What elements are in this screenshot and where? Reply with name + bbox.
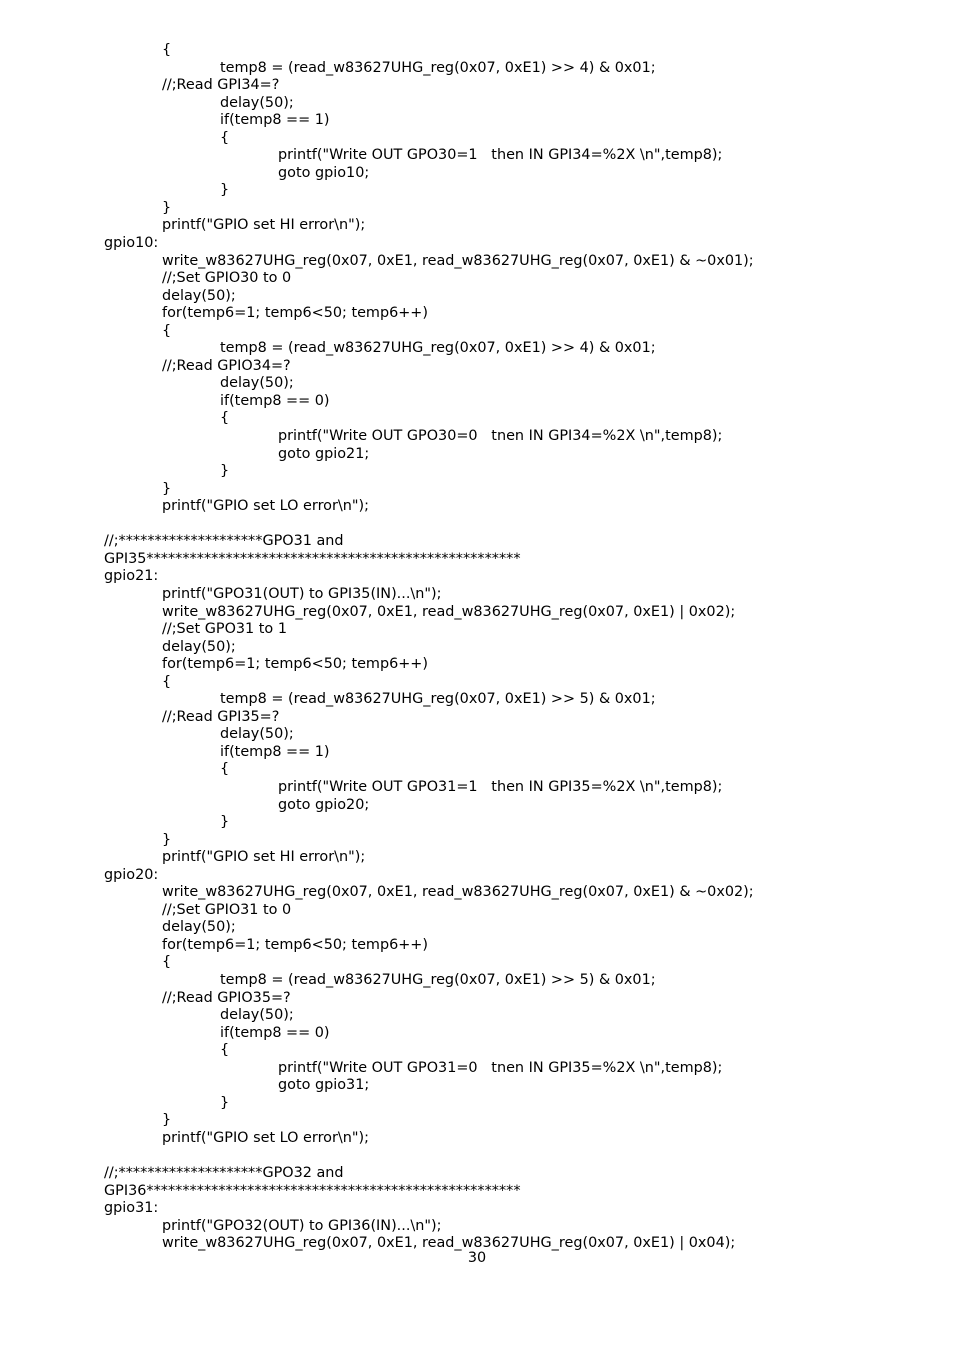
page-number: 30 xyxy=(467,1250,487,1266)
code-line: //;Read GPI35=? xyxy=(162,708,280,725)
code-line: printf("GPIO set LO error\n"); xyxy=(162,498,369,515)
code-line: printf("GPIO set HI error\n"); xyxy=(162,849,366,866)
code-line: printf("GPO31(OUT) to GPI35(IN)...\n"); xyxy=(162,585,442,602)
code-line: write_w83627UHG_reg(0x07, 0xE1, read_w83627UHG_reg(0x07, 0xE1) | 0x02); xyxy=(162,603,736,620)
code-line: } xyxy=(162,831,172,848)
code-line: if(temp8 == 0) xyxy=(220,392,330,409)
code-line: } xyxy=(162,480,172,497)
code-line: delay(50); xyxy=(162,638,236,655)
code-line: //;Set GPO31 to 1 xyxy=(162,621,287,638)
code-line: { xyxy=(162,42,172,58)
code-line: delay(50); xyxy=(220,1007,294,1024)
code-line: { xyxy=(162,954,172,971)
code-line: { xyxy=(162,673,172,690)
code-line: temp8 = (read_w83627UHG_reg(0x07, 0xE1) >> 4) & 0x01; xyxy=(220,340,656,357)
code-line: goto gpio31; xyxy=(278,1077,370,1094)
code-line: if(temp8 == 1) xyxy=(220,112,330,129)
code-line: } xyxy=(220,463,230,480)
code-line: delay(50); xyxy=(162,919,236,936)
code-line: if(temp8 == 1) xyxy=(220,743,330,760)
code-line: } xyxy=(162,1112,172,1129)
code-line: { xyxy=(162,322,172,339)
code-line: //;Set GPIO31 to 0 xyxy=(162,901,292,918)
code-line: temp8 = (read_w83627UHG_reg(0x07, 0xE1) >> 5) & 0x01; xyxy=(220,691,656,708)
code-line: for(temp6=1; temp6<50; temp6++) xyxy=(162,936,428,953)
code-line: GPI35**************************************************** xyxy=(104,550,521,567)
code-line: gpio20: xyxy=(104,866,159,883)
code-line: printf("Write OUT GPO31=0 tnen IN GPI35=%2X \n",temp8); xyxy=(278,1059,723,1076)
code-line: GPI36**************************************************** xyxy=(104,1182,521,1199)
code-line: for(temp6=1; temp6<50; temp6++) xyxy=(162,656,428,673)
code-line: { xyxy=(220,129,230,146)
code-line xyxy=(104,516,944,534)
code-line: } xyxy=(220,1094,230,1111)
code-line: } xyxy=(162,199,172,216)
code-line: temp8 = (read_w83627UHG_reg(0x07, 0xE1) >> 4) & 0x01; xyxy=(220,59,656,76)
code-line: printf("GPIO set HI error\n"); xyxy=(162,217,366,234)
code-line: //;Read GPI34=? xyxy=(162,77,280,94)
code-line: goto gpio20; xyxy=(278,796,370,813)
code-line: printf("GPIO set LO error\n"); xyxy=(162,1129,369,1146)
code-line: write_w83627UHG_reg(0x07, 0xE1, read_w83627UHG_reg(0x07, 0xE1) & ~0x02); xyxy=(162,884,754,901)
code-line: delay(50); xyxy=(162,287,236,304)
code-line: delay(50); xyxy=(220,726,294,743)
code-line: { xyxy=(220,761,230,778)
code-line: goto gpio10; xyxy=(278,164,370,181)
code-line: write_w83627UHG_reg(0x07, 0xE1, read_w83627UHG_reg(0x07, 0xE1) & ~0x01); xyxy=(162,252,754,269)
code-line xyxy=(104,1147,944,1165)
code-line: printf("Write OUT GPO30=0 tnen IN GPI34=%2X \n",temp8); xyxy=(278,428,723,445)
code-line: for(temp6=1; temp6<50; temp6++) xyxy=(162,305,428,322)
code-listing xyxy=(104,42,944,1253)
code-line: //;********************GPO32 and xyxy=(104,1165,344,1181)
code-line: printf("Write OUT GPO31=1 then IN GPI35=%2X \n",temp8); xyxy=(278,778,723,795)
code-line: //;Read GPIO35=? xyxy=(162,989,291,1006)
code-line: } xyxy=(220,182,230,199)
code-line: } xyxy=(220,814,230,831)
code-line: printf("Write OUT GPO30=1 then IN GPI34=%2X \n",temp8); xyxy=(278,147,723,164)
code-line: delay(50); xyxy=(220,375,294,392)
code-line: //;Read GPIO34=? xyxy=(162,357,291,374)
code-line: write_w83627UHG_reg(0x07, 0xE1, read_w83627UHG_reg(0x07, 0xE1) | 0x04); xyxy=(162,1235,736,1252)
code-line: if(temp8 == 0) xyxy=(220,1024,330,1041)
code-line: gpio31: xyxy=(104,1200,159,1217)
code-line: goto gpio21; xyxy=(278,445,370,462)
code-line: { xyxy=(220,410,230,427)
code-line: { xyxy=(220,1042,230,1059)
code-line: printf("GPO32(OUT) to GPI36(IN)...\n"); xyxy=(162,1217,442,1234)
code-line: gpio21: xyxy=(104,568,159,585)
code-line: delay(50); xyxy=(220,94,294,111)
code-line: //;Set GPIO30 to 0 xyxy=(162,270,292,287)
code-line: gpio10: xyxy=(104,235,159,252)
code-line: //;********************GPO31 and xyxy=(104,533,344,550)
code-line: temp8 = (read_w83627UHG_reg(0x07, 0xE1) >> 5) & 0x01; xyxy=(220,971,656,988)
